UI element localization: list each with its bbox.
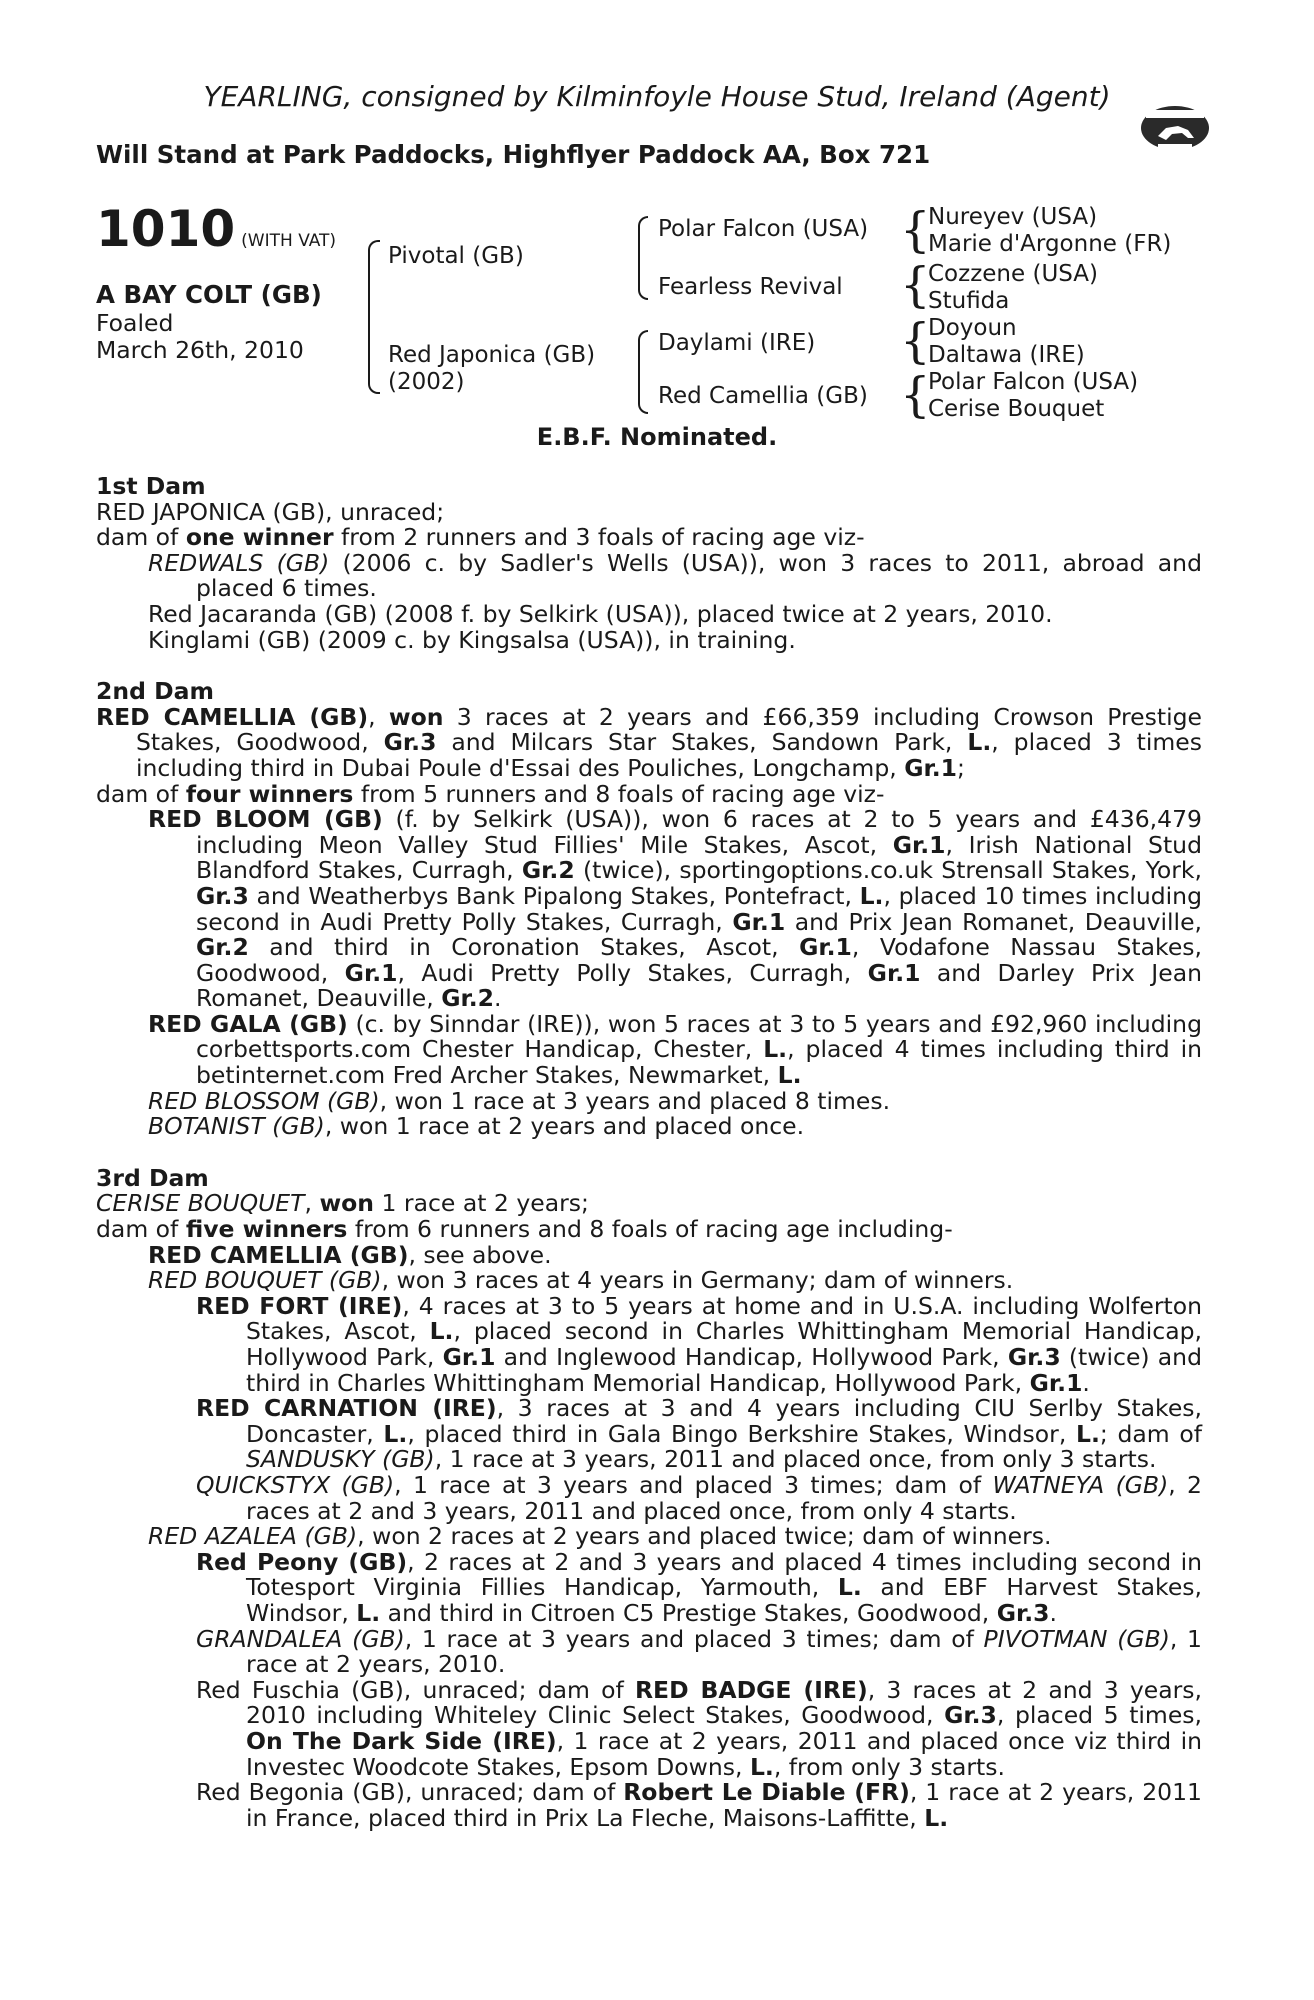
text: , 2 races at 2 and 3 years, 2011 and placed once, from only 4 starts. (246, 1470, 1202, 1525)
text: and Darley Prix Jean Romanet, Deauville, (196, 958, 1202, 1013)
grade: Gr.2 (521, 856, 575, 885)
horse-name: RED CARNATION (IRE) (196, 1394, 497, 1423)
text: , 3 races at 3 and 4 years including CIU Serlby Stakes, Doncaster, (246, 1394, 1202, 1448)
grade: L. (1075, 1419, 1100, 1448)
yearling-bonus-logo (1138, 98, 1212, 154)
ggp-2: Marie d'Argonne (FR) (928, 231, 1172, 257)
horse-name: Robert Le Diable (FR) (623, 1778, 910, 1807)
winners-count: four winners (185, 779, 354, 808)
lot-number: 1010 (96, 200, 236, 258)
grade: L. (356, 1598, 381, 1627)
second-dam-heading: 2nd Dam (96, 677, 214, 706)
header-title: YEARLING, consigned by Kilminfoyle House Stud, Ireland (Agent) (203, 80, 1111, 113)
third-dam-summary (96, 1217, 1202, 1243)
progeny-entry (96, 1268, 1202, 1294)
horse-name: GRANDALEA (GB) (196, 1624, 405, 1653)
text: 3 races at 2 years and £66,359 including Crowson Prestige Stakes, Goodwood, (136, 702, 1202, 757)
grade: Gr.2 (196, 933, 249, 962)
sire-dam: Fearless Revival (658, 274, 843, 300)
grade: Gr.1 (442, 1343, 496, 1371)
text: , won 1 race at 3 years and placed 8 times. (379, 1086, 891, 1115)
text: , see above. (408, 1240, 552, 1269)
grade: Gr.3 (996, 1598, 1050, 1627)
lot-block (96, 200, 356, 364)
progeny-entry (96, 1114, 1202, 1140)
text: (2006 c. by Sadler's Wells (USA)), won 3 races to 2011, abroad and placed 6 times. (196, 548, 1202, 603)
progeny-entry (96, 1240, 1202, 1269)
text: and third in Coronation Stakes, Ascot, (248, 933, 800, 962)
horse-name: CERISE BOUQUET (96, 1189, 305, 1218)
horse-name: RED AZALEA (GB) (148, 1522, 358, 1551)
grade: L. (383, 1419, 408, 1448)
dam-year: (2002) (388, 369, 465, 395)
grade: L. (777, 1061, 802, 1090)
first-dam-name: RED JAPONICA (GB), unraced; (96, 497, 445, 526)
text: , Vodafone Nassau Stakes, Goodwood, (196, 933, 1202, 987)
sire: Pivotal (GB) (388, 243, 524, 269)
grade: Gr.1 (799, 933, 852, 962)
text: . (1049, 1598, 1057, 1627)
horse-name: RED CAMELLIA (GB) (96, 702, 369, 731)
text: (f. by Selkirk (USA)), won 6 races at 2 to 5 years and £436,479 including Meon Valley Stud Fillies' Mile Stakes, Ascot, (196, 805, 1202, 859)
third-dam-heading: 3rd Dam (96, 1163, 209, 1192)
text: , placed second in Charles Whittingham Memorial Handicap, Hollywood Park, (246, 1317, 1202, 1371)
progeny-entry: Kinglami (GB) (2009 c. by Kingsalsa (USA)), in training. (148, 625, 796, 654)
ggp-4: Stufida (928, 288, 1010, 314)
horse-name: REDWALS (GB) (148, 548, 330, 577)
grade: L. (859, 881, 884, 910)
grade: Gr.2 (441, 984, 495, 1013)
ggp-1: Nureyev (USA) (928, 204, 1098, 230)
horse-name: QUICKSTYX (GB) (196, 1470, 395, 1499)
horse-name: Red Peony (GB) (196, 1547, 408, 1576)
text: , won 2 races at 2 years and placed twice; dam of winners. (357, 1522, 1052, 1551)
pedigree-brace-3: { (900, 313, 931, 369)
dam-dam: Red Camellia (GB) (658, 383, 868, 409)
pedigree-brace-2: { (900, 257, 931, 313)
text: from 2 runners and 3 foals of racing age viz- (333, 523, 865, 552)
text: , 1 race at 2 years, 2011 in France, placed third in Prix La Fleche, Maisons-Laffitte, (246, 1778, 1203, 1832)
grand-progeny-entry (96, 1675, 1203, 1781)
ggp-7: Polar Falcon (USA) (928, 369, 1139, 395)
text: , won 3 races at 4 years in Germany; dam of winners. (381, 1266, 1014, 1295)
text: , 1 race at 3 years and placed 3 times; dam of (394, 1470, 993, 1499)
text: and Weatherbys Bank Pipalong Stakes, Pontefract, (248, 881, 860, 910)
text: and EBF Harvest Stakes, Windsor, (246, 1573, 1202, 1627)
pedigree-bracket-main (368, 240, 380, 394)
text: and Inglewood Handicap, Hollywood Park, (495, 1343, 1008, 1371)
third-dam-record (96, 1191, 1202, 1217)
horse-name: RED BLOSSOM (GB) (148, 1086, 380, 1115)
text: , placed 3 times including third in Dubai Poule d'Essai des Pouliches, Longchamp, (136, 728, 1202, 782)
text: won (319, 1189, 375, 1218)
pedigree-brace-4: { (900, 367, 931, 423)
foaled-date: March 26th, 2010 (96, 336, 304, 364)
text: , placed 5 times, (996, 1701, 1202, 1730)
grand-progeny-entry (96, 1624, 1202, 1679)
first-dam-summary (96, 525, 1202, 551)
first-dam-heading: 1st Dam (96, 472, 206, 500)
text: , Irish National Stud Blandford Stakes, Curragh, (196, 830, 1202, 885)
progeny-entry: Red Jacaranda (GB) (2008 f. by Selkirk (USA)), placed twice at 2 years, 2010. (148, 599, 1053, 628)
text: Red Begonia (GB), unraced; dam of (196, 1778, 624, 1807)
text: , from only 3 starts. (773, 1752, 1005, 1781)
grade: L. (749, 1752, 774, 1781)
grand-progeny-entry (96, 1470, 1202, 1525)
text: . (1082, 1368, 1090, 1397)
lot-title: A BAY COLT (GB) (96, 280, 322, 309)
horse-name: RED GALA (GB) (148, 1009, 348, 1038)
text: and Prix Jean Romanet, Deauville, (785, 907, 1202, 936)
grade: Gr.3 (196, 881, 249, 910)
horse-name: On The Dark Side (IRE) (246, 1726, 557, 1755)
text: , placed third in Gala Bingo Berkshire Stakes, Windsor, (407, 1419, 1076, 1448)
second-dam-summary (96, 779, 1202, 808)
grade: Gr.1 (867, 958, 921, 987)
text: , 4 races at 3 to 5 years at home and in U.S.A. including Wolferton Stakes, Ascot, (246, 1291, 1202, 1346)
horse-name: SANDUSKY (GB) (246, 1445, 435, 1474)
grade: Gr.3 (383, 728, 437, 757)
text: from 5 runners and 8 foals of racing age viz- (353, 779, 885, 808)
ggp-3: Cozzene (USA) (928, 261, 1099, 287)
text: , placed 10 times including second in Audi Pretty Polly Stakes, Curragh, (196, 881, 1202, 936)
horse-name: RED FORT (IRE) (196, 1291, 403, 1320)
dam-sire: Daylami (IRE) (658, 330, 816, 356)
text: from 6 runners and 8 foals of racing age including- (347, 1215, 953, 1244)
pedigree-brace-1: { (900, 202, 931, 258)
ggp-8: Cerise Bouquet (928, 396, 1105, 422)
grand-progeny-entry (96, 1291, 1202, 1397)
horse-name: RED BADGE (IRE) (634, 1675, 868, 1704)
text: (twice) and third in Charles Whittingham Memorial Handicap, Hollywood Park, (246, 1343, 1202, 1397)
grade: Gr.3 (1007, 1343, 1061, 1371)
text: 1 race at 2 years; (374, 1189, 589, 1218)
text: , 1 race at 3 years, 2011 and placed once, from only 3 starts. (434, 1445, 1157, 1474)
horse-name: PIVOTMAN (GB) (983, 1624, 1170, 1653)
text: (twice), sportingoptions.co.uk Strensall Stakes, York, (574, 856, 1202, 885)
grand-progeny-entry (96, 1547, 1202, 1627)
horse-name: WATNEYA (GB) (992, 1470, 1169, 1499)
text: , 3 races at 2 and 3 years, 2010 including Whiteley Clinic Select Stakes, Goodwood, (246, 1675, 1202, 1730)
text: ; dam of (1099, 1419, 1202, 1448)
pedigree-bracket-dam (638, 330, 648, 414)
progeny-entry (96, 548, 1202, 603)
grade: Gr.1 (1029, 1368, 1083, 1397)
progeny-entry (96, 807, 1202, 1012)
text: won (388, 702, 444, 731)
grade: L. (429, 1317, 454, 1346)
vat-label: (WITH VAT) (241, 231, 337, 251)
text: (c. by Sinndar (IRE)), won 5 races at 3 to 5 years and £92,960 including corbettsports.com Chester Handicap, Chester, (196, 1009, 1202, 1064)
text: and third in Citroen C5 Prestige Stakes, Goodwood, (380, 1598, 997, 1627)
text: , 1 race at 3 years and placed 3 times; dam of (404, 1624, 984, 1653)
text: , (304, 1189, 320, 1218)
text: dam of (96, 779, 186, 808)
catalogue-content (96, 474, 1202, 1831)
grade: Gr.1 (892, 830, 946, 859)
text: , 2 races at 2 and 3 years and placed 4 times including second in Totesport Virginia Fillies Handicap, Yarmouth, (246, 1547, 1202, 1602)
text: Red Fuschia (GB), unraced; dam of (196, 1675, 635, 1704)
grand-progeny-entry (96, 1396, 1202, 1473)
horse-name: RED BLOOM (GB) (148, 805, 383, 834)
foaled-label: Foaled (96, 309, 174, 337)
progeny-entry (96, 1009, 1202, 1090)
lot-number-line (96, 200, 356, 270)
text: dam of (96, 1215, 186, 1244)
grade: L. (967, 728, 992, 757)
text: , (368, 702, 389, 731)
progeny-entry (96, 1086, 1202, 1115)
progeny-entry (96, 1524, 1202, 1550)
grade: Gr.1 (344, 958, 398, 987)
winners-count: five winners (185, 1215, 348, 1244)
stand-location: Will Stand at Park Paddocks, Highflyer Paddock AA, Box 721 (96, 140, 931, 169)
text: , Audi Pretty Polly Stakes, Curragh, (397, 958, 868, 987)
text: and Milcars Star Stakes, Sandown Park, (436, 728, 968, 757)
grade: Gr.3 (944, 1701, 997, 1730)
ggp-5: Doyoun (928, 315, 1017, 341)
second-dam-record (96, 702, 1202, 782)
horse-name: RED BOUQUET (GB) (148, 1266, 382, 1295)
horse-name: BOTANIST (GB) (148, 1112, 325, 1141)
winners-count: one winner (185, 523, 334, 552)
ggp-6: Daltawa (IRE) (928, 342, 1085, 368)
grade: Gr.1 (732, 907, 786, 936)
dam: Red Japonica (GB) (388, 342, 596, 368)
ebf-nominated: E.B.F. Nominated. (536, 423, 778, 451)
text: . (494, 984, 502, 1013)
text: , 1 race at 2 years, 2010. (246, 1624, 1202, 1679)
pedigree-bracket-sire (638, 216, 648, 300)
text: , won 1 race at 2 years and placed once. (324, 1112, 805, 1141)
grand-progeny-entry (96, 1780, 1202, 1831)
text: dam of (96, 523, 186, 552)
grade: L. (763, 1035, 788, 1064)
horse-name: RED CAMELLIA (GB) (148, 1240, 409, 1269)
text: , 1 race at 2 years, 2011 and placed once viz third in Investec Woodcote Stakes, Epsom Downs, (246, 1726, 1203, 1781)
text: ; (957, 753, 965, 782)
grade: L. (924, 1803, 949, 1832)
grade: Gr.1 (904, 753, 957, 782)
grade: L. (837, 1573, 862, 1602)
text: , placed 4 times including third in betinternet.com Fred Archer Stakes, Newmarket, (196, 1035, 1202, 1090)
sire-sire: Polar Falcon (USA) (658, 216, 869, 242)
